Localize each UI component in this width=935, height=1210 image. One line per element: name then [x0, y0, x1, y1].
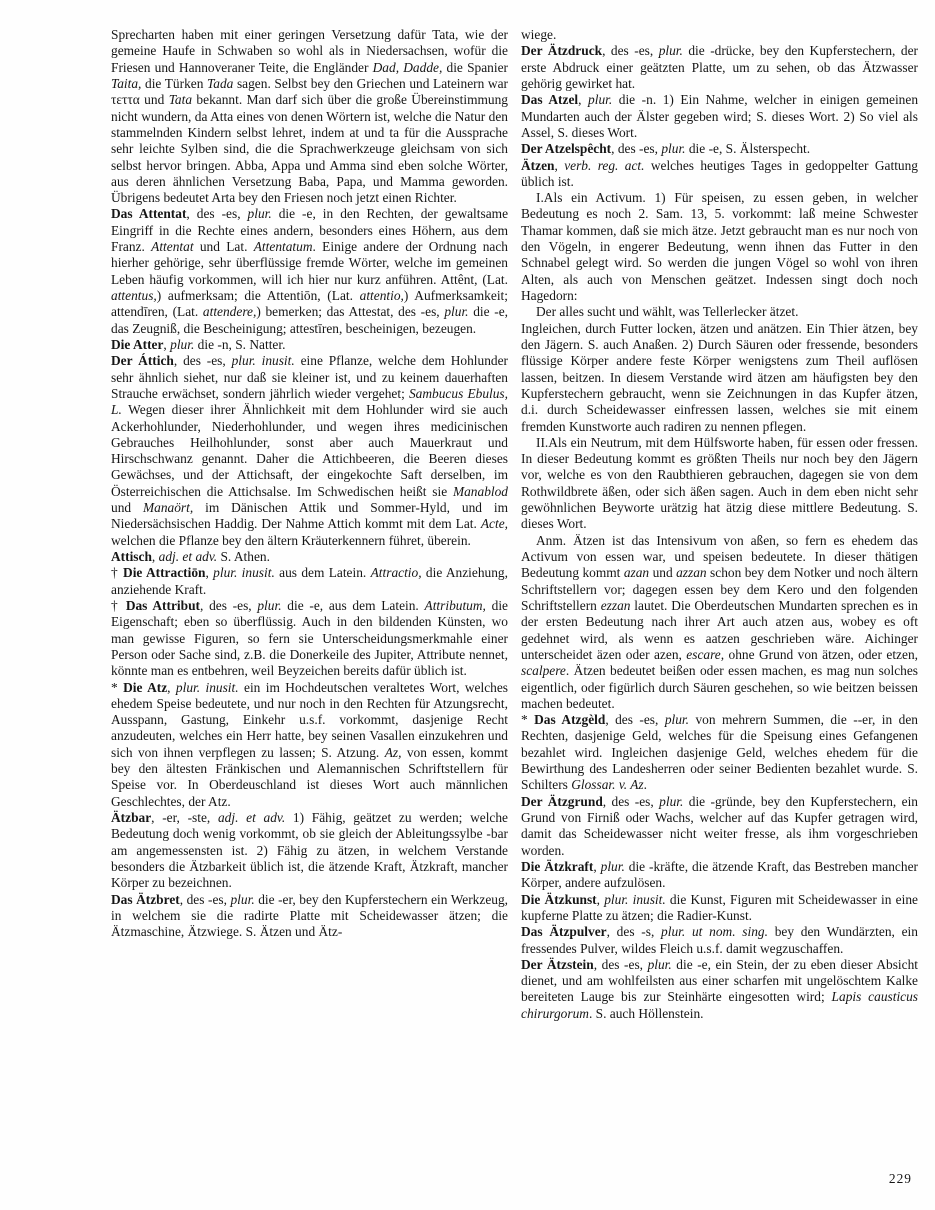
text-run: welches heutiges Tages in gedoppelter Gattung üblich ist. [521, 157, 918, 189]
text-run: , [163, 336, 171, 352]
entry-attentat [111, 206, 508, 337]
entry-aetzbret [111, 892, 508, 941]
text-run: ) bemerken; das Attestat, des -es, [256, 304, 445, 320]
entry-atter [111, 337, 508, 353]
italic-run: Az, [384, 744, 402, 760]
aetzen-verse [521, 304, 918, 320]
italic-run: attendere, [202, 304, 257, 320]
text-run: ohne Grund von ätzen, oder etzen, [724, 646, 918, 662]
text-run: , [554, 157, 565, 173]
text-run: * [111, 679, 124, 695]
headword: Das Atzel [521, 92, 579, 108]
text-run: , des -es, [186, 206, 248, 222]
italic-run: plur. [659, 793, 684, 809]
text-run: die -e, aus dem Latein. [281, 597, 425, 613]
continuation-wiege [521, 27, 918, 43]
italic-run: Taita, [111, 75, 142, 91]
entry-aetzbar [111, 810, 508, 892]
text-run: aus dem Latein. [274, 565, 371, 581]
entry-aetzstein [521, 957, 918, 1022]
headword: Attisch [111, 549, 152, 564]
text-run: . Ätzen bedeutet beißen oder essen machen, es mag nun solches eigentlich, oder figürlich durch Säuren geschehen, so wie beitzen beissen machen bedeutet. [521, 663, 918, 711]
text-run: , des -es, [602, 793, 660, 809]
italic-run: plur. [600, 858, 625, 874]
text-run: die Anziehung, anziehende Kraft. [111, 565, 508, 597]
italic-run: Manaört, [143, 500, 194, 516]
italic-run: scalpere [521, 663, 566, 679]
text-run: , des -es, [605, 712, 665, 728]
text-run: Ingleichen, durch Futter locken, ätzen und anätzen. Ein Thier ätzen, bey den Jägern. S. auch Anaßen. 2) Durch Säuren oder fressende, besonders flüssige Körper andere feste Körper wenigstens zum Theil auflösen lassen, beitzen. In diesem Verstande wird ätzen am häufigsten bey den Kupferstechern gebraucht, wenn sie Zeichnungen in das Kupfer ätzen, d.i. durch Scheidewasser einfressen lassen, welches sie mit einem fremden Kunstworte auch radiren zu nennen pflegen. [521, 320, 918, 434]
italic-run: attentio, [359, 288, 404, 303]
entry-atzel [521, 92, 918, 141]
headword: Ätzbar [111, 810, 152, 825]
entry-atzgeld [521, 712, 918, 794]
column-left [111, 27, 508, 1022]
entry-attribut [111, 598, 508, 680]
text-run: die Eigenschaft; eben so überflüssig. Auch in den bildenden Künsten, wo man gewisse Figuren, so fern sie Unterscheidungsmerkmahle einer Person oder Sache sind, z.B. die Donerkeile des Jupiter, Attribute nennet, könnte man es entbehren, weil Beyzeichen bereits dafür üblich ist. [111, 597, 508, 679]
italic-run: Glossar. v. Az [571, 777, 644, 793]
text-run: und Lat. [193, 239, 254, 255]
page-number: 229 [888, 1171, 912, 1186]
text-run: . Einige andere der Ordnung nach hierher gehörige, sehr überflüssige fremde Wörter, welche im gemeinen Leben häufig vorkommen, will ich hier nur kurz anführen. Attênt, (Lat. [111, 239, 509, 287]
entry-aetzpulver [521, 924, 918, 957]
aetzen-neutrum [521, 435, 918, 533]
text-run: die -n. 1) Ein Nahme, welcher in einigen gemeinen Mundarten auch der Älster gegeben wird; S. dieses Wort. 2) So viel als Assel, S. dieses Wort. [521, 92, 919, 140]
italic-run: attentus, [111, 288, 157, 303]
italic-run: Tata [168, 92, 193, 108]
text-run: bekannt. Man darf sich über die große Übereinstimmung nicht wundern, da Atta eines von denen Wörtern ist, welche die Natur den stammelnden Kindern selbst lehret, indem at und ta für die Aussprache sehr leichte Sylben sind, die die Sprachwerkzeuge gleichsam von sich selbst hervor bringen. Abba, Appa und Amma sind eben solche Wörter, aus deren ähnlichen Versetzung Baba, Papa, und Mamma geworden. Übrigens bedeutet Arta bey den Friesen noch jetzt einen Richter. [111, 92, 508, 206]
text-run: † [111, 597, 126, 613]
text-run: lautet. Die Oberdeutschen Mundarten sprechen es in der ersten Bedeutung nach ihrer Art auch atzen aus, wobey es oft gedehnet wird, als wenn es aatzen geschrieben wäre. Aichinger unterscheidet äzen oder azen, [521, 597, 918, 662]
text-run: die -e, ein Stein, der zu eben dieser Absicht dienet, und am wohlfeilsten aus einer scharfen mit ungelöschtem Kalke bereiteten Lauge bis zur Steinhärte eingesotten wird; [521, 956, 918, 1005]
text-run: , des -es, [200, 597, 258, 613]
headword: Der Ätzgrund [521, 793, 603, 809]
text-run: die Spanier [442, 59, 508, 75]
text-run: , -er, -ste, [151, 810, 218, 825]
italic-run: plur. [257, 597, 282, 613]
text-run: die Türken [141, 75, 208, 91]
text-run: , des -es, [179, 891, 231, 907]
headword: Das Attribut [125, 597, 200, 613]
text-run: , [596, 891, 605, 907]
text-run: , [205, 565, 214, 581]
text-run: , [578, 92, 589, 108]
text-run: * [521, 712, 535, 728]
italic-run: escare, [686, 646, 725, 662]
italic-run: plur. [661, 141, 686, 157]
italic-run: azan [623, 565, 650, 581]
italic-run: plur. [588, 92, 613, 108]
headword: Das Ätzbret [111, 891, 180, 907]
italic-run: plur. [658, 43, 683, 59]
text-run: die -gründe, bey den Kupferstechern, ein Grund von Firniß oder Wachs, welcher auf das Kupfer getragen wird, damit das Scheidewasser nicht weiter fresse, als ihm vorgeschrieben worden. [521, 793, 919, 858]
italic-run: Attentatum [253, 239, 313, 255]
italic-run: plur. [230, 891, 255, 907]
headword: Der Áttich [111, 353, 174, 369]
entry-aetzgrund [521, 794, 918, 859]
text-run: die -drücke, bey den Kupferstechern, der erste Abdruck einer geätzten Platte, um zu sehen, ob das Ätzwasser gehörig gewirket hat. [521, 43, 918, 91]
text-run: , des -es, [611, 141, 662, 157]
headword: Der Ätzstein [521, 956, 594, 972]
italic-run: Attributum, [424, 597, 486, 613]
italic-run: plur. inusit. [175, 679, 239, 695]
text-run: , des -es, [173, 353, 232, 369]
italic-run: Lapis causticus chirurgorum [521, 989, 919, 1021]
text-run: die -e, das Zeugniß, die Bescheinigung; attestīren, bescheinigen, bezeugen. [111, 304, 508, 336]
italic-run: plur. inusit. [213, 565, 275, 581]
text-run: welchen die Pflanze bey den ältern Kräuterkennern führet, überein. [111, 532, 471, 548]
italic-run: Tada [207, 75, 234, 91]
italic-run: plur. ut nom. sing. [661, 924, 768, 940]
headword: Das Ätzpulver [521, 924, 607, 940]
italic-run: plur. [247, 206, 272, 222]
text-run: I.Als ein Activum. 1) Für speisen, zu essen geben, in welcher Bedeutung es noch 2. Sam. 13, 5. vorkommt: laß meine Schwester Thamar kommen, daß sie mich ätze. Jetzt gebraucht man es nur noch von den Vögeln, in engerer Bedeutung, wenn ihnen das Futter in den Schnabel gelegt wird. So werden die jungen Vögel so wohl von ihren Alten, als auch von Menschen geätzet. Indessen singt doch noch Hagedorn: [521, 190, 918, 303]
italic-run: plur. [647, 956, 672, 972]
text-run: bey den Wundärzten, ein fressendes Pulver, wildes Fleich u.s.f. damit wegzuschaffen. [521, 924, 918, 956]
headword: Die Atz [123, 679, 168, 695]
entry-aetzkraft [521, 859, 918, 892]
text-run: ) Aufmerksamkeit; attendīren, (Lat. [111, 288, 508, 320]
italic-run: plur. inusit. [604, 891, 666, 907]
entry-attraction [111, 565, 508, 598]
headword: Ätzen [521, 157, 555, 173]
headword: Die Atter [111, 336, 164, 352]
text-run: , des -s, [606, 924, 662, 940]
text-run: . S. auch Höllenstein. [588, 1005, 704, 1021]
italic-run: Dad, Dadde, [372, 59, 443, 75]
italic-run: adj. et adv. [158, 549, 218, 564]
headword: Das Attentat [111, 206, 187, 222]
headword: Der Atzelspêcht [521, 141, 612, 157]
text-run: , des -es, [593, 956, 648, 972]
text-run: von essen, kommt bey den ältesten Fränkischen und Alemannischen Schriftstellern für Speise vor. In Oberdeuschland ist dieses Wort auch männlichen Geschlechtes, der Atz. [111, 744, 508, 809]
italic-run: plur. [444, 304, 469, 320]
text-run: , [167, 679, 176, 695]
italic-run: verb. reg. act. [564, 157, 645, 173]
text-run: ein im Hochdeutschen veraltetes Wort, welches ehedem Speise bedeutete, und nur noch in den Rechten für Atzungsrecht, Ausspann, Gastung, Einkehr u.s.f. vorkommt, dasjenige Recht anzudeuten, welches ein Herr hatte, bey seinen Vasallen einzukehren und sich von ihnen verpflegen zu lassen; S. Atzung. [111, 679, 508, 760]
text-run: im Dänischen Attik und Sommer-Hyld, und im Niedersächsischen Haddig. Der Nahme Attich kommt mit dem Lat. [111, 500, 508, 532]
entry-aetzdruck [521, 43, 918, 92]
text-run: , [593, 858, 601, 874]
text-run: , des -es, [602, 43, 659, 59]
headword: Die Attractiōn [123, 565, 206, 581]
text-run: schon bey dem Notker und noch ältern Schriftstellern vor; dagegen essen bey dem Kero und den folgenden Schriftstellern [521, 565, 919, 613]
italic-run: Sambucus Ebulus, L. [111, 385, 508, 418]
headword: Der Ätzdruck [521, 43, 603, 59]
italic-run: azzan [676, 565, 707, 581]
italic-run: ezzan [600, 597, 631, 613]
text-run: S. Athen. [217, 549, 270, 564]
aetzen-activum [521, 190, 918, 304]
text-run: die Kunst, Figuren mit Scheidewasser in eine kupferne Platte zu ätzen; die Radier-Kunst. [521, 891, 918, 923]
entry-attisch [111, 549, 508, 565]
text-run: Anm. Ätzen ist das Intensivum von aßen, so fern es ehedem das Activum von essen war, und speisen bedeutete. In dieser thätigen Bedeutung kommt [521, 532, 918, 581]
entry-atz [111, 680, 508, 811]
headword: Das Atzgèld [534, 712, 606, 728]
text-run: eine Pflanze, welche dem Hohlunder sehr ähnlich siehet, nur daß sie kleiner ist, und zu keinem dauerhaften Strauche erwächset, sondern jährlich wieder vergehet; [111, 353, 509, 401]
italic-run: Attentat [151, 239, 194, 255]
italic-run: plur. [170, 336, 195, 352]
headword: Die Ätzkraft [521, 858, 594, 874]
text-run: , [151, 549, 159, 564]
italic-run: plur. [664, 712, 689, 728]
entry-aetzkunst [521, 892, 918, 925]
text-run: von mehrern Summen, die --er, in den Rechten, dasjenige Geld, welches für die Speisung eines Gefangenen bezahlet wird. Ingleichen dasjenige Geld, welches ehedem für die Bewirthung des Landesherren oder seiner Bedienten bezahlet wurde. S. Schilters [521, 712, 918, 793]
entry-attich [111, 353, 508, 549]
text-run: II.Als ein Neutrum, mit dem Hülfsworte haben, für essen oder fressen. In dieser Bedeutung kommt es größten Theils nur noch bey den Jägern vor, welche es von den Raubthieren gebrauchen, dagegen sie von dem Rothwildbrete äßen, oder sich äßen sagen. Auch in dem eben nicht sehr gewöhnlichen Beyworte urätzig hat ätzig diese mittlere Bedeutung. S. dieses Wort. [521, 434, 918, 532]
entry-atzelspecht [521, 141, 918, 157]
aetzen-anmerkung [521, 533, 918, 712]
italic-run: Acte, [480, 516, 508, 532]
text-run: ) aufmerksam; die Attentiōn, (Lat. [156, 288, 360, 303]
text-run: wiege. [521, 27, 557, 42]
entry-aetzen [521, 158, 918, 191]
text-run: Sprecharten haben mit einer geringen Versetzung dafür Tata, wie der gemeine Haufe in Schwaben so wohl als in Niedersachsen, wofür die Friesen und Hannoveraner Teite, die Engländer [111, 27, 508, 75]
text-run: † [111, 565, 124, 581]
aetzen-ingleichen [521, 321, 918, 435]
continuation-tata [111, 27, 508, 206]
headword: Die Ätzkunst [521, 891, 597, 907]
text-run: und [649, 565, 677, 581]
text-run: sagen. Selbst bey den Griechen und Lateinern war τεττα und [111, 75, 508, 108]
text-run: Der alles sucht und wählt, was Tellerlecker ätzet. [536, 304, 799, 320]
italic-run: Attractio, [370, 565, 422, 581]
column-right [521, 27, 918, 1022]
text-run: . [643, 777, 647, 793]
text-run: die -e, S. Älsterspecht. [685, 141, 811, 157]
text-run: 1) Fähig, geätzet zu werden; welche Bedeutung doch wenig vorkommt, ob sie gleich der Ableitungssylbe -bar am angemessensten ist. 2) Fähig zu ätzen, in welchem Verstande besonders die Ätzbarkeit üblich ist, die ätzende Kraft, Ätzkraft, mancher Körper zu bezeichnen. [111, 810, 508, 891]
text-run: die -er, bey den Kupferstechern ein Werkzeug, in welchem sie die radirte Platte mit Scheidewasser ätzen; die Ätzmaschine, Ätzwiege. S. Ätzen und Ätz- [111, 891, 508, 940]
text-run: die -e, in den Rechten, der gewaltsame Eingriff in die Rechte eines andern, besonders eines Höhern, aus dem Franz. [111, 206, 509, 255]
text-run: Wegen dieser ihrer Ähnlichkeit mit dem Hohlunder wird sie auch Ackerhohlunder, Niederhohlunder, und wegen ihres medicinischen Gebrauches Heilhohlunder, sonst aber auch Mauerkraut und Hirschschwanz genannt. Daher die Attichbeeren, die Beeren dieses Gewächses, und der Attichsaft, der eingekochte Saft derselben, im Österreichischen die Attichsalse. Im Schwedischen heißt sie [111, 402, 508, 499]
italic-run: plur. inusit. [231, 353, 295, 369]
text-run: und [111, 500, 143, 516]
italic-run: Manablod [452, 483, 508, 499]
text-run: die -kräfte, die ätzende Kraft, das Bestreben mancher Körper, andere aufzulösen. [521, 858, 918, 891]
italic-run: adj. et adv. [217, 810, 286, 825]
text-run: die -n, S. Natter. [194, 336, 286, 352]
